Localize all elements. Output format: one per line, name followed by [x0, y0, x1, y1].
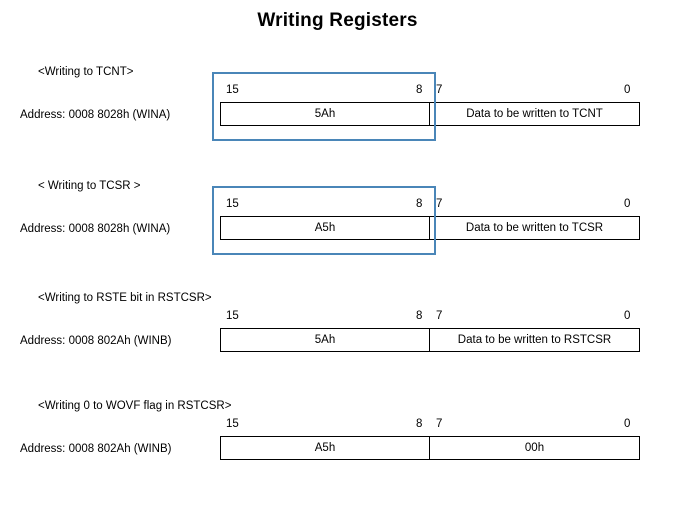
row-caption: <Writing to RSTE bit in RSTCSR>	[38, 292, 212, 304]
bit-label-right-high: 7	[436, 84, 443, 96]
bit-labels	[220, 84, 640, 100]
row-address: Address: 0008 802Ah (WINB)	[20, 335, 172, 347]
bit-label-right-high: 7	[436, 198, 443, 210]
bit-label-right-high: 7	[436, 418, 443, 430]
register-cell-lower: Data to be written to TCNT	[466, 108, 603, 120]
register-cell-upper: 5Ah	[221, 329, 430, 351]
register-cell-lower: Data to be written to RSTCSR	[457, 334, 612, 346]
register-box	[220, 102, 640, 126]
register-diagram-row	[0, 396, 675, 486]
register-cell-upper: A5h	[221, 217, 430, 239]
bit-label-right-low: 0	[624, 310, 631, 322]
row-caption: < Writing to TCSR >	[38, 180, 141, 192]
bit-label-right-low: 0	[624, 84, 631, 96]
bit-label-left-low: 8	[416, 418, 423, 430]
register-diagram-row	[0, 176, 675, 266]
row-address: Address: 0008 8028h (WINA)	[20, 109, 171, 121]
register-box	[220, 436, 640, 460]
register-diagram-row	[0, 288, 675, 378]
row-caption: <Writing to TCNT>	[38, 66, 134, 78]
register-cell-upper: A5h	[221, 437, 430, 459]
bit-label-left-low: 8	[416, 198, 423, 210]
register-box	[220, 328, 640, 352]
page-title: Writing Registers	[257, 10, 418, 31]
register-cell-lower: 00h	[524, 442, 545, 454]
register-cell-lower: Data to be written to TCSR	[465, 222, 604, 234]
bit-label-left-high: 15	[226, 84, 239, 96]
bit-label-right-low: 0	[624, 418, 631, 430]
row-address: Address: 0008 8028h (WINA)	[20, 223, 171, 235]
register-cell-upper: 5Ah	[221, 103, 430, 125]
bit-labels	[220, 310, 640, 326]
bit-label-left-high: 15	[226, 310, 239, 322]
bit-label-left-high: 15	[226, 198, 239, 210]
bit-label-right-low: 0	[624, 198, 631, 210]
register-box	[220, 216, 640, 240]
row-caption: <Writing 0 to WOVF flag in RSTCSR>	[38, 400, 232, 412]
row-address: Address: 0008 802Ah (WINB)	[20, 443, 172, 455]
bit-labels	[220, 418, 640, 434]
bit-label-left-high: 15	[226, 418, 239, 430]
bit-label-left-low: 8	[416, 84, 423, 96]
bit-label-left-low: 8	[416, 310, 423, 322]
bit-labels	[220, 198, 640, 214]
bit-label-right-high: 7	[436, 310, 443, 322]
register-diagram-row	[0, 62, 675, 152]
